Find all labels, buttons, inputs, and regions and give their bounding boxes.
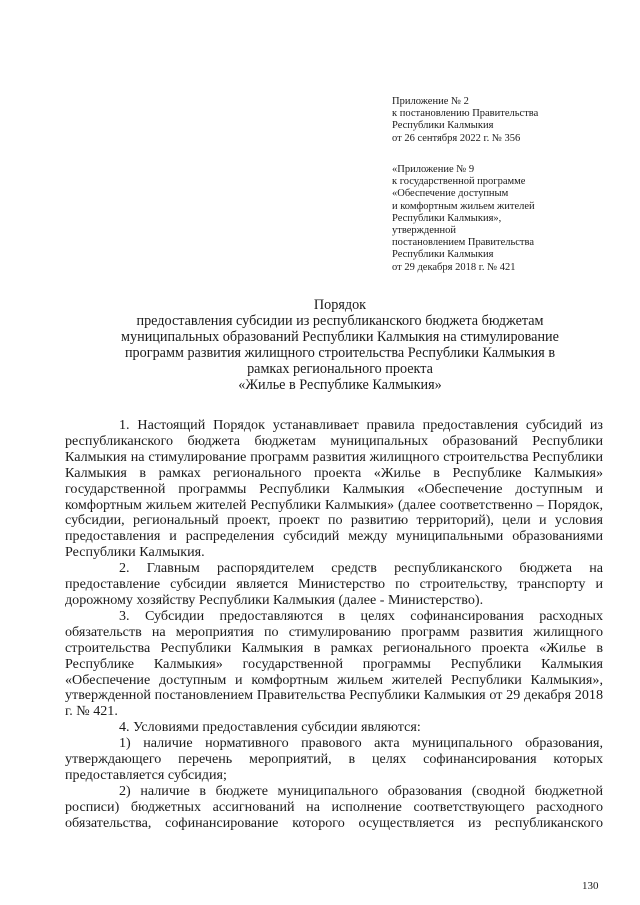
appendix-line: Приложение № 2 <box>392 96 469 107</box>
title-line: Порядок <box>313 297 367 313</box>
appendix-line: к государственной программе <box>392 176 526 188</box>
paragraph-4: 4. Условиями предоставления субсидии являются: <box>119 719 421 736</box>
paragraph-3: 3. Субсидии предоставляются в целях софинансирования расходных обязательств на мероприятия по стимулированию программ развития жилищного строительства Республики Калмыкия в рамках регионального проекта «Жилье в Республике Калмыкия» государственной программы Республики Калмыкия «Обеспечение доступным и комфортным жильем жителей Республики Калмыкия», утвержденной постановлением Правительства Республики Калмыкия от 29 декабря 2018 г. № 421. <box>65 607 603 720</box>
appendix-line: Республики Калмыкия», <box>392 212 502 224</box>
appendix-line: постановлением Правительства <box>392 237 535 249</box>
appendix-line: и комфортным жильем жителей <box>392 200 535 212</box>
paragraph-1: 1. Настоящий Порядок устанавливает правила предоставления субсидий из республиканского бюджета бюджетам муниципальных образований Республики Калмыкия на стимулирование программ развития жилищного строительства Республики Калмыкия в рамках регионального проекта «Жилье в Республике Калмыкия» государственной программы Республики Калмыкия «Обеспечение доступным и комфортным жильем жителей Республики Калмыкия» (далее соответственно – Порядок, субсидии, региональный проект, проект по развитию территорий), цели и условия предоставления и распределения субсидий между муниципальными образованиями Республики Калмыкия. <box>65 417 603 561</box>
title-line: предоставления субсидии из республиканского бюджета бюджетам <box>136 313 544 329</box>
appendix-line: утвержденной <box>392 225 457 237</box>
appendix-2-header <box>392 96 624 145</box>
paragraph-4-1: 1) наличие нормативного правового акта муниципального образования, утверждающего перечень мероприятий, в целях софинансирования которых предоставляется субсидия; <box>65 735 603 783</box>
page-number: 130 <box>582 880 599 892</box>
paragraph-2: 2. Главным распорядителем средств республиканского бюджета на предоставление субсидии является Министерство по строительству, транспорту и дорожному хозяйству Республики Калмыкия (далее - Министерство). <box>65 560 603 608</box>
title-line: муниципальных образований Республики Калмыкия на стимулирование <box>121 329 559 345</box>
paragraph-4-2: 2) наличие в бюджете муниципального образования (сводной бюджетной росписи) бюджетных ассигнований на исполнение соответствующего расходного обязательства, софинансирование которого осуществляется из республиканского <box>65 782 603 831</box>
appendix-9-header <box>392 164 624 274</box>
title-line: рамках регионального проекта <box>247 361 433 377</box>
appendix-line: от 29 декабря 2018 г. № 421 <box>392 261 516 273</box>
appendix-line: Республики Калмыкия <box>392 249 494 261</box>
appendix-line: от 26 сентября 2022 г. № 356 <box>392 132 521 144</box>
appendix-line: к постановлению Правительства <box>392 108 539 120</box>
document-title <box>60 297 620 393</box>
title-line: программ развития жилищного строительства Республики Калмыкия в <box>124 345 556 361</box>
title-line: «Жилье в Республике Калмыкия» <box>238 377 442 393</box>
appendix-line: «Обеспечение доступным <box>392 188 509 200</box>
appendix-line: Республики Калмыкия <box>392 120 494 132</box>
appendix-line: «Приложение № 9 <box>392 164 475 175</box>
document-body <box>65 418 603 832</box>
